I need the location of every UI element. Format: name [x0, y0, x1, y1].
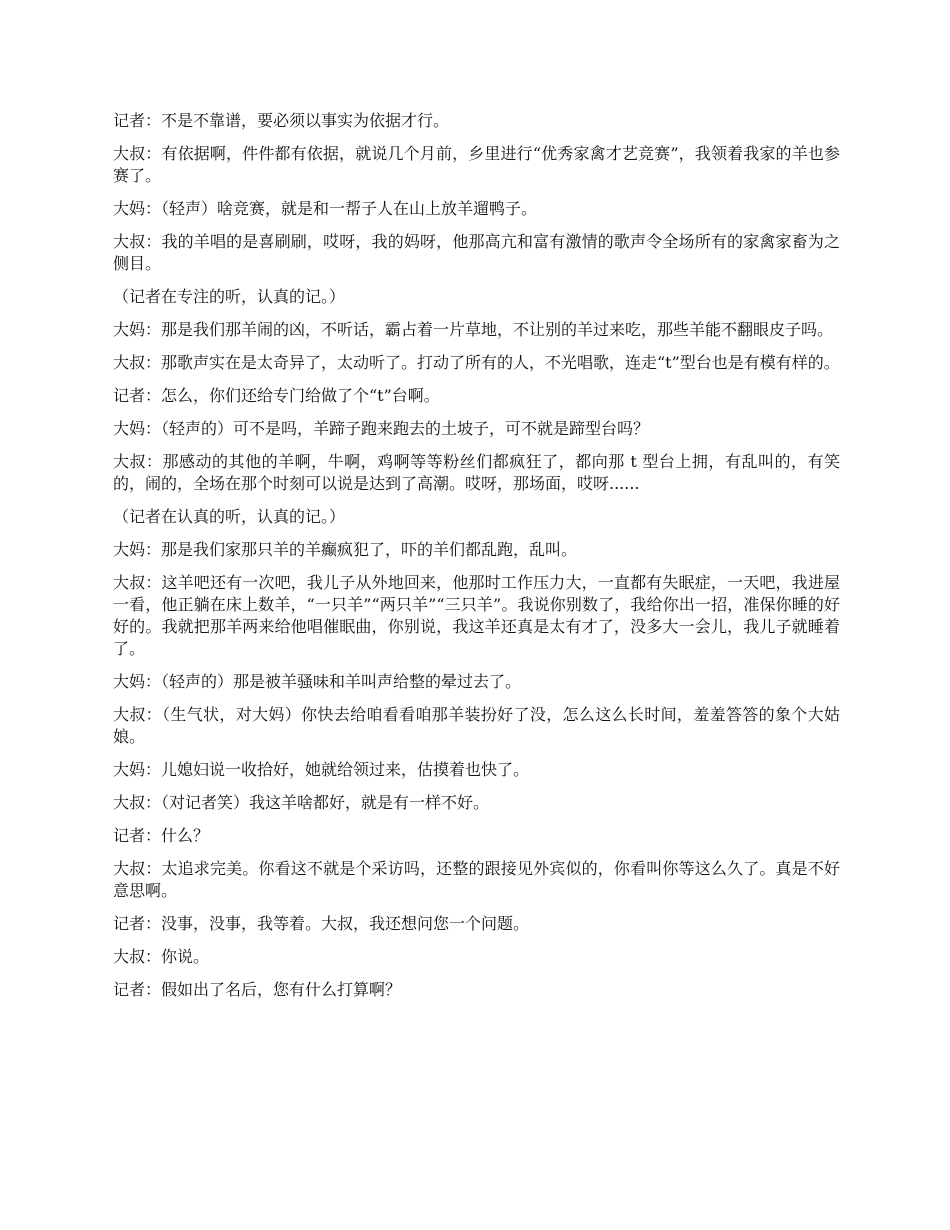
dialogue-line: 大叔：那歌声实在是太奇异了，太动听了。打动了所有的人，不光唱歌，连走“t”型台也是有模有样的。 [113, 353, 840, 372]
dialogue-line: 记者：假如出了名后，您有什么打算啊？ [113, 980, 402, 999]
dialogue-body [113, 110, 840, 1012]
dialogue-line: 大妈：（轻声的）那是被羊骚味和羊叫声给整的晕过去了。 [113, 672, 522, 691]
dialogue-line: 大叔：你说。 [113, 947, 210, 966]
dialogue-line: 大叔：这羊吧还有一次吧，我儿子从外地回来，他那时工作压力大，一直都有失眠症，一天吧，我进屋一看，他正躺在床上数羊，“一只羊”“两只羊”“三只羊”。我说你别数了，我给你出一招，准保你睡的好好的。我就把那羊两来给他唱催眠曲，你别说，我这羊还真是太有才了，没多大一会儿，我儿子就睡着了。 [113, 573, 840, 658]
dialogue-line: 大叔：太追求完美。你看这不就是个采访吗，还整的跟接见外宾似的，你看叫你等这么久了。真是不好意思啊。 [113, 859, 840, 900]
dialogue-line: 大叔：那感动的其他的羊啊，牛啊，鸡啊等等粉丝们都疯狂了，都向那 t 型台上拥，有乱叫的，有笑的，闹的，全场在那个时刻可以说是达到了高潮。哎呀，那场面，哎呀...... [113, 452, 840, 493]
dialogue-line: 记者：什么？ [113, 826, 210, 845]
dialogue-line: 大妈：（轻声）啥竞赛，就是和一帮子人在山上放羊遛鸭子。 [113, 199, 538, 218]
dialogue-line: 记者：怎么，你们还给专门给做了个“t”台啊。 [113, 386, 440, 405]
dialogue-line: 大妈：那是我们家那只羊的羊癫疯犯了，吓的羊们都乱跑，乱叫。 [113, 540, 578, 559]
dialogue-line: 大叔：我的羊唱的是喜刷刷，哎呀，我的妈呀，他那高亢和富有激情的歌声令全场所有的家禽家畜为之侧目。 [113, 232, 840, 273]
dialogue-line: 大妈：儿媳妇说一收拾好，她就给领过来，估摸着也快了。 [113, 760, 530, 779]
dialogue-line: 大妈：（轻声的）可不是吗，羊蹄子跑来跑去的土坡子，可不就是蹄型台吗？ [113, 419, 650, 438]
dialogue-line: 大妈：那是我们那羊闹的凶，不听话，霸占着一片草地，不让别的羊过来吃，那些羊能不翻眼皮子吗。 [113, 320, 834, 339]
dialogue-line: 大叔：（生气状，对大妈）你快去给咱看看咱那羊装扮好了没，怎么这么长时间，羞羞答答的象个大姑娘。 [113, 705, 840, 746]
stage-direction: （记者在专注的听，认真的记。） [113, 287, 346, 306]
dialogue-line: 大叔：有依据啊，件件都有依据，就说几个月前，乡里进行“优秀家禽才艺竞赛”，我领着我家的羊也参赛了。 [113, 144, 840, 185]
dialogue-line: 大叔：（对记者笑）我这羊啥都好，就是有一样不好。 [113, 793, 490, 812]
dialogue-line: 记者：不是不靠谱，要必须以事实为依据才行。 [113, 111, 450, 130]
stage-direction: （记者在认真的听，认真的记。） [113, 507, 346, 526]
dialogue-line: 记者：没事，没事，我等着。大叔，我还想问您一个问题。 [113, 914, 530, 933]
